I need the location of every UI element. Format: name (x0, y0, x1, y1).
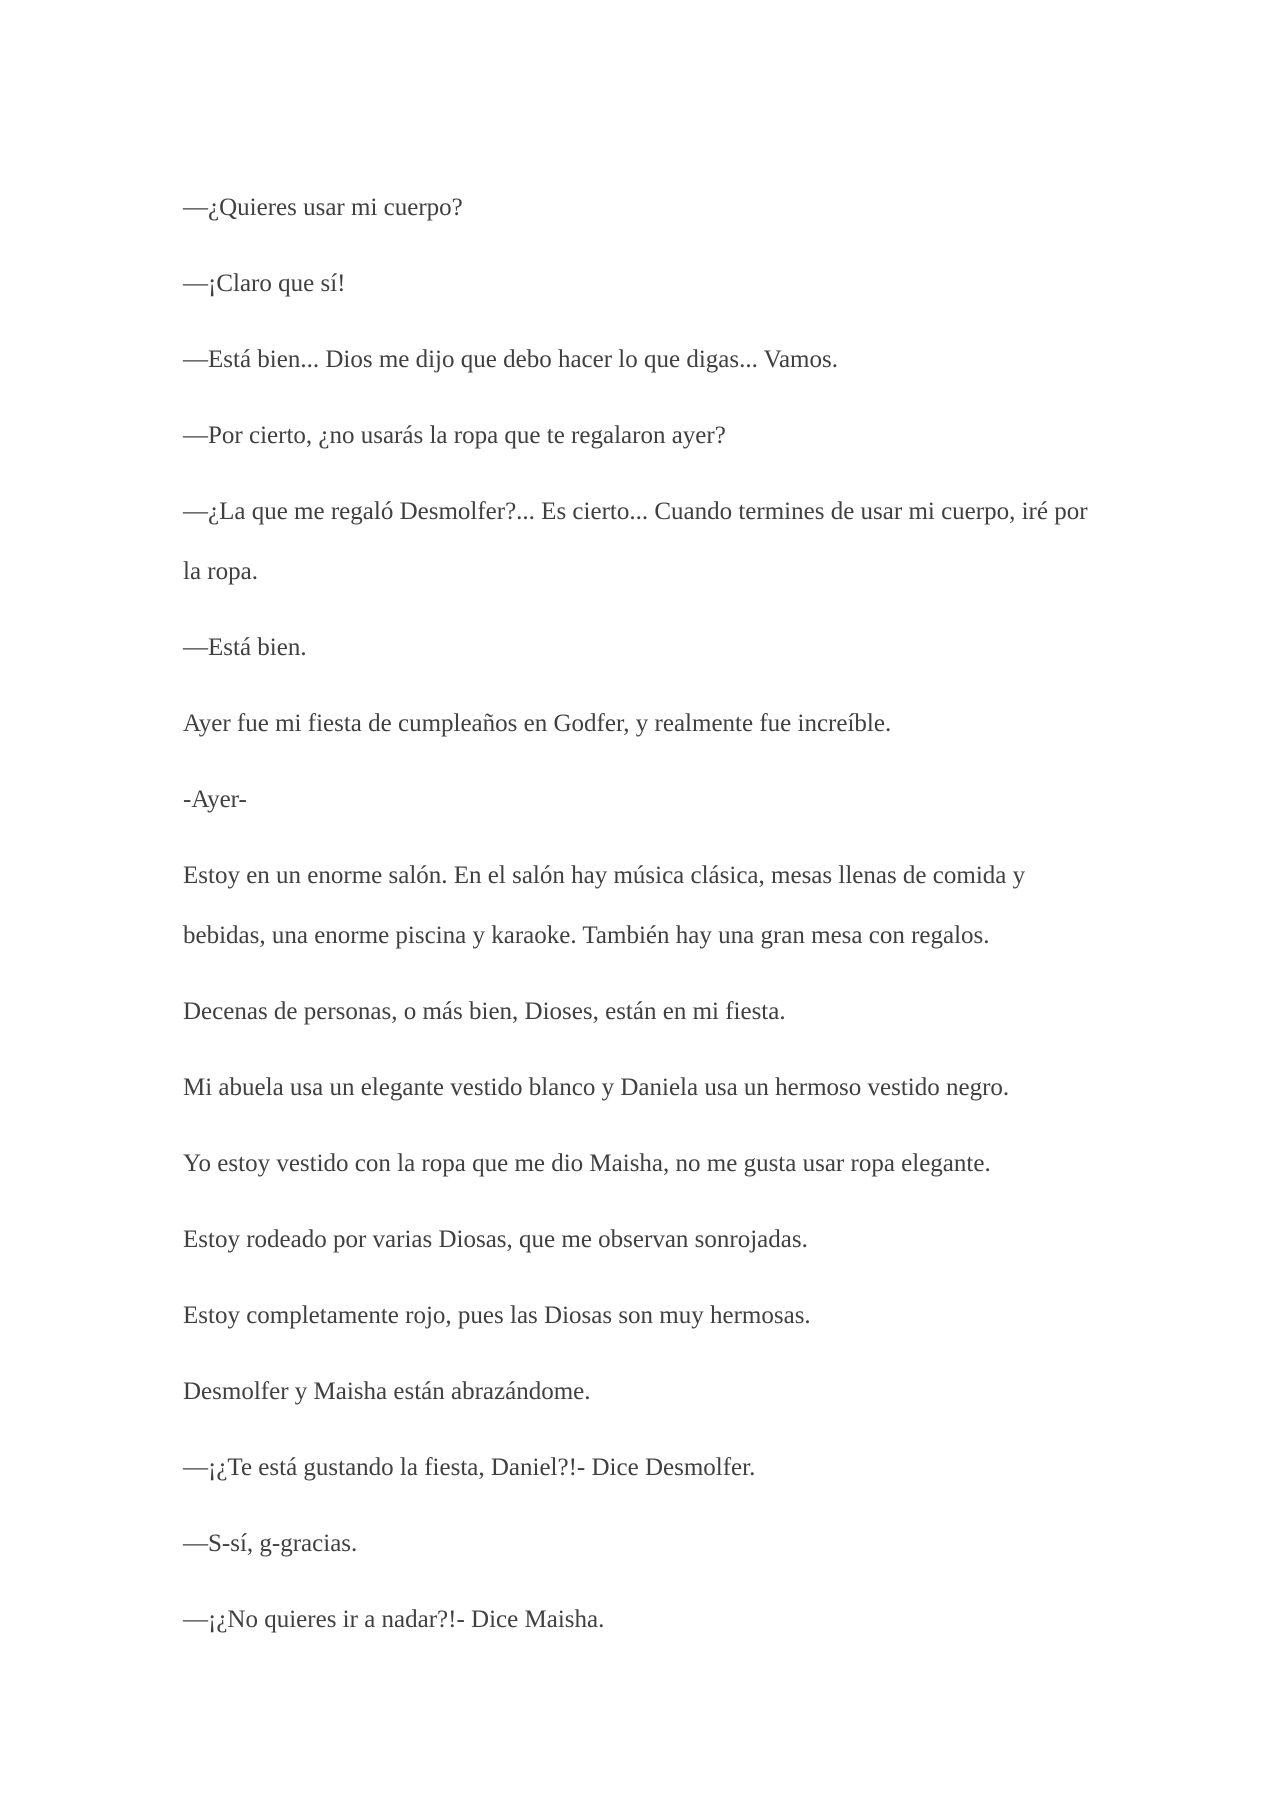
paragraph: Ayer fue mi fiesta de cumpleaños en Godfer, y realmente fue increíble. (183, 710, 892, 737)
paragraph: —S-sí, g-gracias. (183, 1530, 358, 1557)
paragraph: —¡¿Te está gustando la fiesta, Daniel?!- Dice Desmolfer. (183, 1454, 756, 1481)
paragraph: —¿Quieres usar mi cuerpo? (183, 194, 463, 221)
paragraph: —¿La que me regaló Desmolfer?... Es cierto... Cuando termines de usar mi cuerpo, iré por la ropa. (183, 498, 1088, 585)
paragraph: Decenas de personas, o más bien, Dioses, están en mi fiesta. (183, 998, 786, 1025)
paragraph: —Por cierto, ¿no usarás la ropa que te regalaron ayer? (183, 422, 726, 449)
paragraph: Estoy en un enorme salón. En el salón hay música clásica, mesas llenas de comida y bebidas, una enorme piscina y karaoke. También hay una gran mesa con regalos. (183, 862, 1026, 949)
paragraph: Mi abuela usa un elegante vestido blanco y Daniela usa un hermoso vestido negro. (183, 1074, 1010, 1101)
paragraph: —¡¿No quieres ir a nadar?!- Dice Maisha. (183, 1606, 605, 1633)
paragraph: —¡Claro que sí! (183, 270, 346, 297)
document-body (183, 178, 1103, 1666)
paragraph: Estoy completamente rojo, pues las Diosas son muy hermosas. (183, 1302, 811, 1329)
paragraph: Desmolfer y Maisha están abrazándome. (183, 1378, 591, 1405)
paragraph: Yo estoy vestido con la ropa que me dio Maisha, no me gusta usar ropa elegante. (183, 1150, 991, 1177)
paragraph: -Ayer- (183, 786, 247, 813)
paragraph: Estoy rodeado por varias Diosas, que me observan sonrojadas. (183, 1226, 808, 1253)
paragraph: —Está bien. (183, 634, 307, 661)
paragraph: —Está bien... Dios me dijo que debo hacer lo que digas... Vamos. (183, 346, 838, 373)
